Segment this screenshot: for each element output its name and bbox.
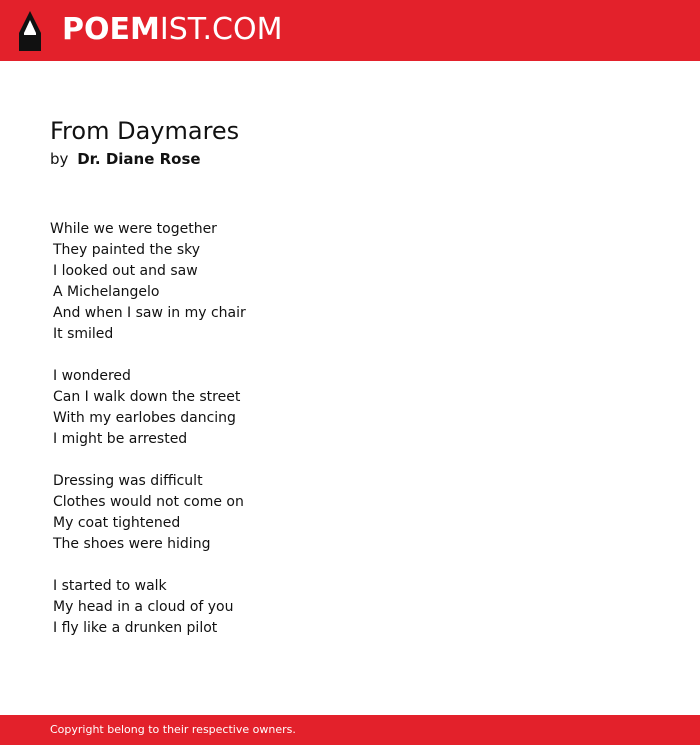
poem-line: Dressing was difficult (53, 473, 203, 489)
poem-line: My head in a cloud of you (53, 599, 234, 615)
poem-line: I fly like a drunken pilot (53, 620, 218, 636)
poem-line: It smiled (53, 326, 114, 342)
stanza (50, 366, 650, 450)
by-label: by (50, 150, 69, 168)
poem-line: I started to walk (53, 578, 167, 594)
poem-line: My coat tightened (53, 515, 181, 531)
poem-line: While we were together (50, 221, 217, 237)
poem-line: With my earlobes dancing (53, 410, 236, 426)
stanza (50, 471, 650, 555)
logo-bold-text: POEM (62, 12, 160, 47)
byline (50, 149, 201, 169)
poem-line: Clothes would not come on (53, 494, 244, 510)
poem-line: I looked out and saw (53, 263, 198, 279)
poem-line: The shoes were hiding (53, 536, 211, 552)
site-footer (0, 715, 700, 745)
poem-body (50, 219, 650, 639)
poem-line: And when I saw in my chair (53, 305, 246, 321)
author-name: Dr. Diane Rose (77, 150, 201, 168)
site-logo[interactable] (62, 12, 282, 48)
poem-line: I might be arrested (53, 431, 188, 447)
poem-line: A Michelangelo (53, 284, 160, 300)
logo-light-text: IST.COM (159, 12, 283, 47)
poem-title: From Daymares (50, 117, 240, 145)
stanza (50, 576, 650, 639)
pencil-logo-icon[interactable] (16, 10, 44, 52)
stanza (50, 219, 650, 345)
stanza-break (50, 345, 650, 366)
copyright-notice: Copyright belong to their respective owners. (50, 723, 296, 736)
poem-line: They painted the sky (53, 242, 201, 258)
stanza-break (50, 555, 650, 576)
site-header (0, 0, 700, 61)
poem-line: I wondered (53, 368, 131, 384)
stanza-break (50, 450, 650, 471)
poem-line: Can I walk down the street (53, 389, 241, 405)
